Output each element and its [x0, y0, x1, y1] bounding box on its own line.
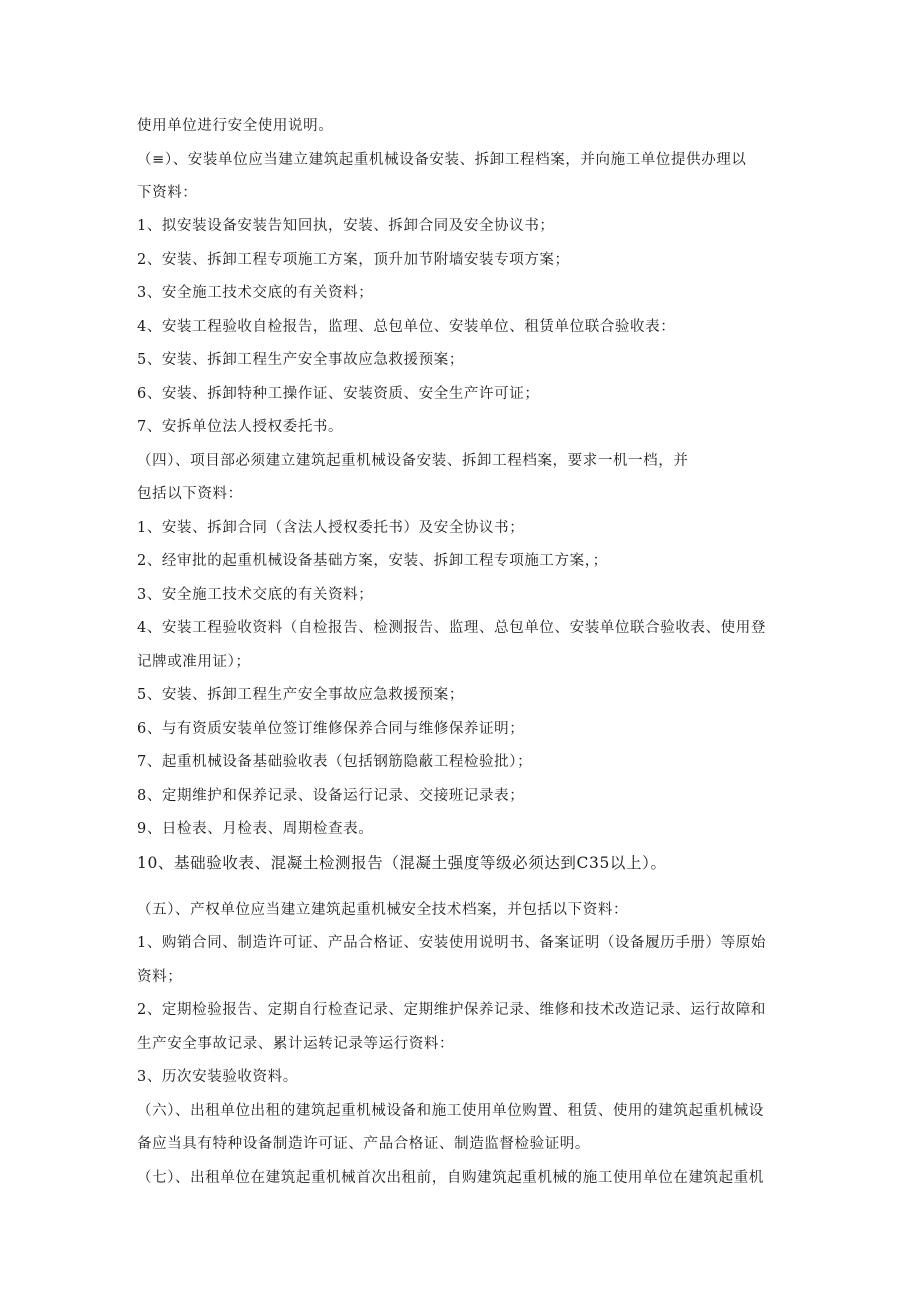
- list-item: 2、安装、拆卸工程专项施工方案，顶升加节附墙安装专项方案；: [137, 252, 570, 268]
- section-heading: （≡）、安装单位应当建立建筑起重机械设备安装、拆卸工程档案，并向施工单位提供办理以: [137, 152, 747, 168]
- section-heading: （五）、产权单位应当建立建筑起重机械安全技术档案，并包括以下资料：: [137, 902, 629, 918]
- list-item: 4、安装工程验收资料（自检报告、检测报告、监理、总包单位、安装单位联合验收表、使用登: [137, 620, 766, 636]
- list-item: 10、基础验收表、混凝土检测报告（混凝土强度等级必须达到C35以上）。: [137, 854, 667, 872]
- text-line: 资料；: [137, 969, 183, 985]
- list-item: 3、安全施工技术交底的有关资料；: [137, 285, 374, 301]
- list-item: 4、安装工程验收自检报告，监理、总包单位、安装单位、租赁单位联合验收表：: [137, 319, 676, 335]
- list-item: 1、拟安装设备安装告知回执，安装、拆卸合同及安全协议书；: [137, 218, 555, 234]
- list-item: 1、安装、拆卸合同（含法人授权委托书）及安全协议书；: [137, 520, 525, 536]
- text-line: 备应当具有特种设备制造许可证、产品合格证、制造监督检验证明。: [137, 1136, 590, 1152]
- section-heading: （六）、出租单位出租的建筑起重机械设备和施工使用单位购置、租赁、使用的建筑起重机械设: [137, 1103, 764, 1119]
- list-item: 7、起重机械设备基础验收表（包括钢筋隐蔽工程检验批）；: [137, 754, 533, 770]
- text-line: 下资料：: [137, 185, 198, 201]
- section-heading: （七）、出租单位在建筑起重机械首次出租前，自购建筑起重机械的施工使用单位在建筑起重机: [137, 1170, 764, 1186]
- text-line: 包括以下资料：: [137, 486, 243, 502]
- list-item: 6、与有资质安装单位签订维修保养合同与维修保养证明；: [137, 721, 525, 737]
- text-line: 生产安全事故记录、累计运转记录等运行资料：: [137, 1036, 455, 1052]
- list-item: 3、历次安装验收资料。: [137, 1069, 298, 1085]
- section-heading: （四）、项目部必须建立建筑起重机械设备安装、拆卸工程档案，要求一机一档，并: [137, 453, 689, 469]
- list-item: 2、经审批的起重机械设备基础方案，安装、拆卸工程专项施工方案，；: [137, 553, 608, 569]
- list-item: 1、购销合同、制造许可证、产品合格证、安装使用说明书、备案证明（设备履历手册）等原始: [137, 935, 766, 951]
- text-line: 使用单位进行安全使用说明。: [137, 118, 334, 134]
- list-item: 8、定期维护和保养记录、设备运行记录、交接班记录表；: [137, 788, 525, 804]
- list-item: 5、安装、拆卸工程生产安全事故应急救援预案；: [137, 352, 464, 368]
- list-item: 5、安装、拆卸工程生产安全事故应急救援预案；: [137, 687, 464, 703]
- list-item: 2、定期检验报告、定期自行检查记录、定期维护保养记录、维修和技术改造记录、运行故障和: [137, 1002, 766, 1018]
- list-item: 9、日检表、月检表、周期检查表。: [137, 821, 374, 837]
- list-item: 6、安装、拆卸特种工操作证、安装资质、安全生产许可证；: [137, 386, 540, 402]
- list-item: 7、安拆单位法人授权委托书。: [137, 419, 344, 435]
- list-item: 3、安全施工技术交底的有关资料；: [137, 587, 374, 603]
- text-line: 记牌或准用证）；: [137, 654, 251, 670]
